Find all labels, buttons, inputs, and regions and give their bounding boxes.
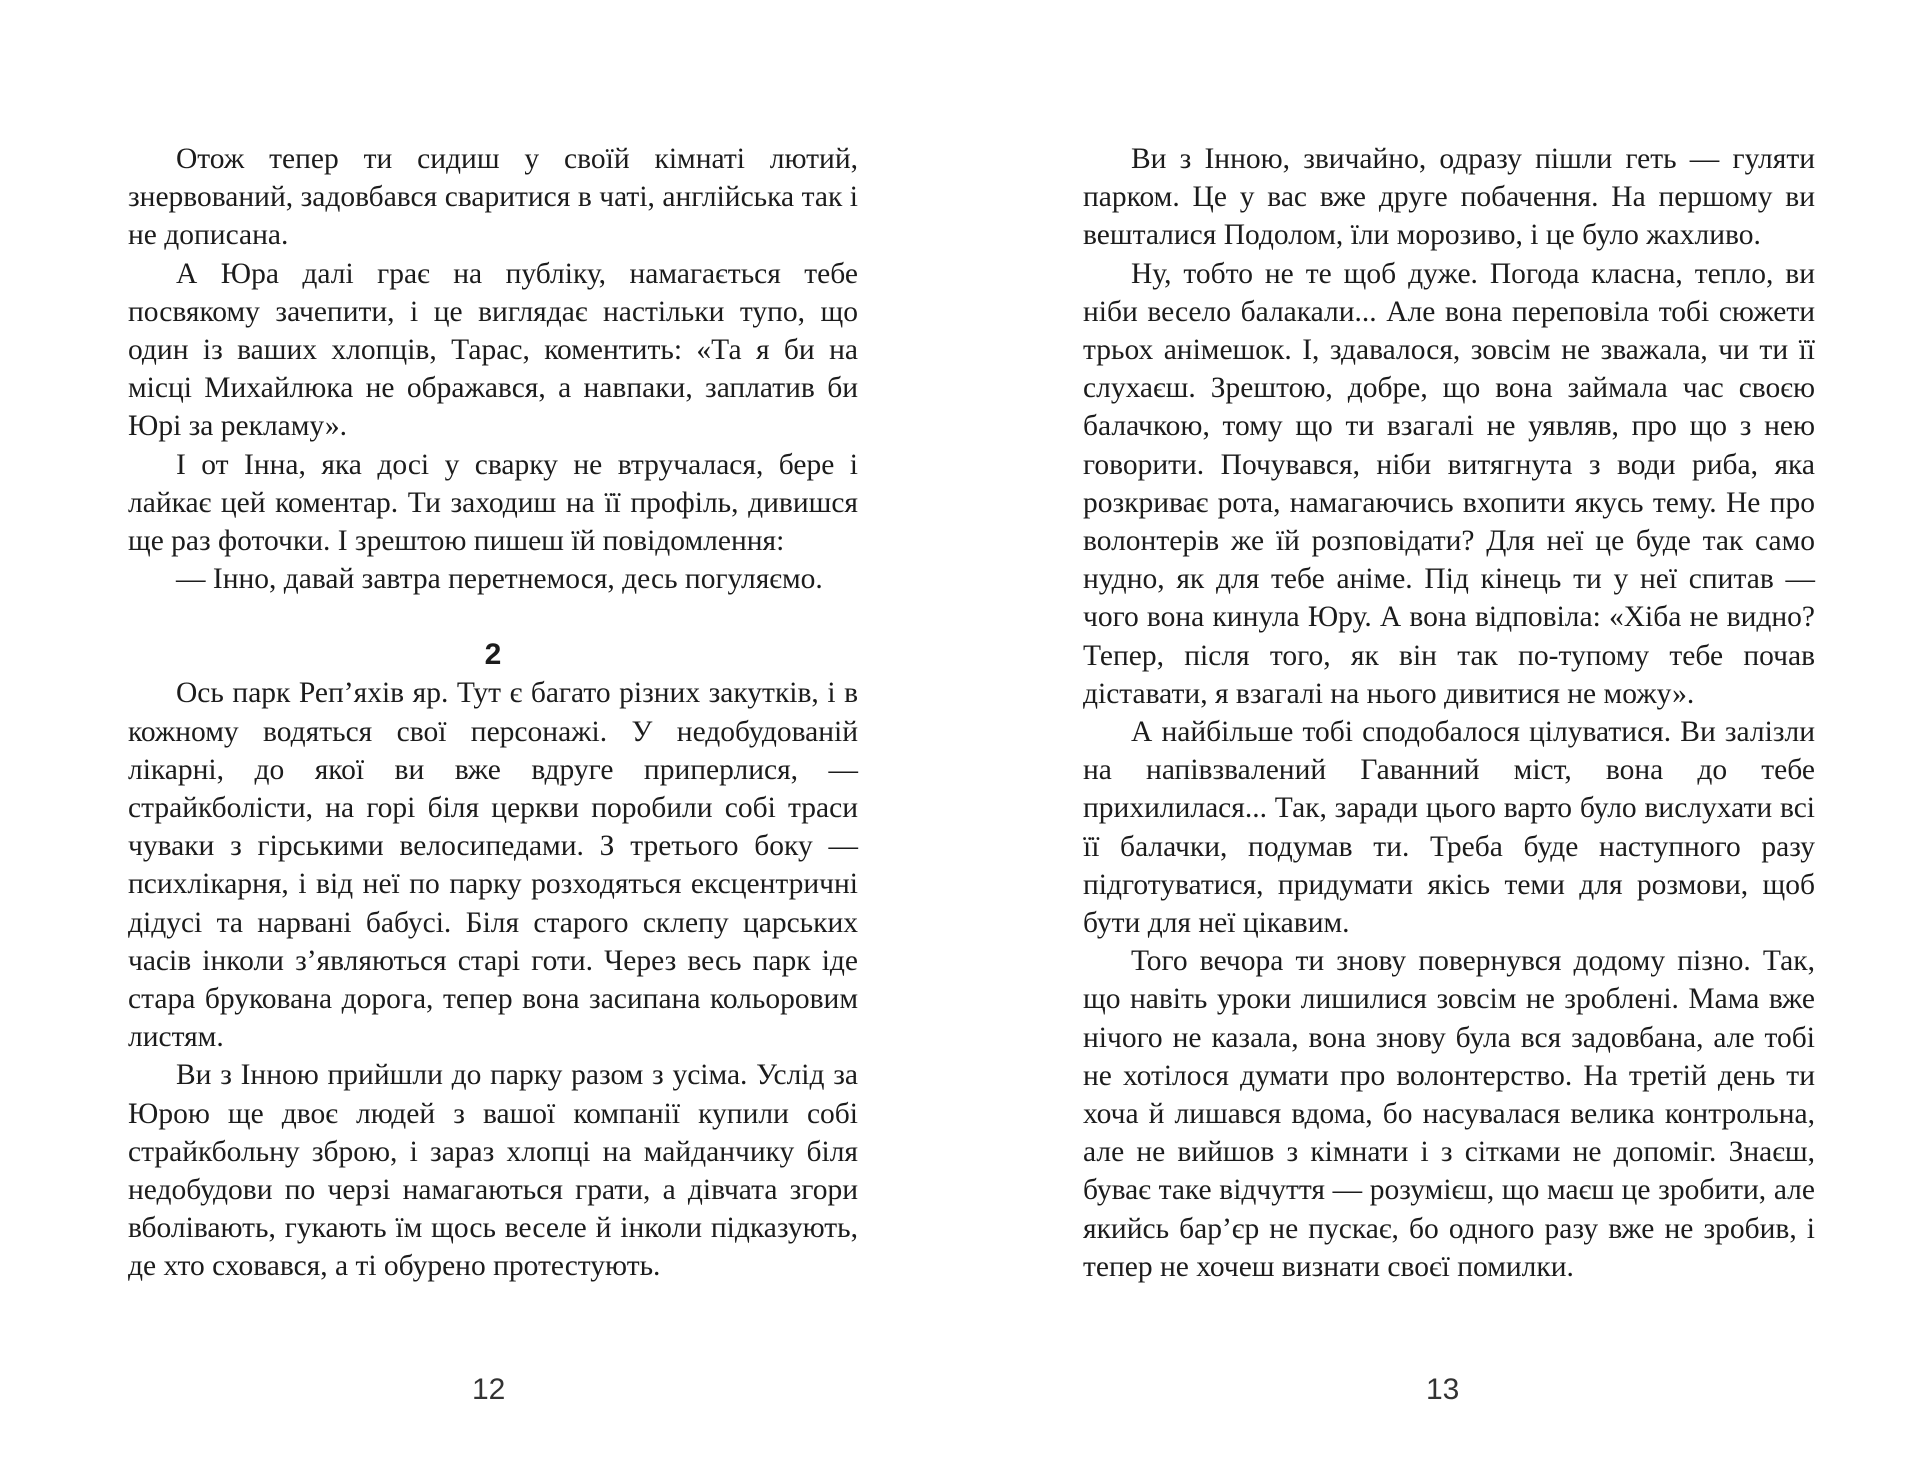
- paragraph: А Юра далі грає на публіку, намагається тебе посвякому зачепити, і це виглядає настільки тупо, що один із ваших хлопців, Тарас, коментить: «Та я би на місці Михайлюка не ображався, а навпаки, заплатив би Юрі за рекламу».: [128, 257, 858, 443]
- page-number-right: 13: [1426, 1373, 1460, 1406]
- right-page-text: [1083, 140, 1815, 1286]
- paragraph: Ви з Інною прийшли до парку разом з усіма. Услід за Юрою ще двоє людей з вашої компанії купили собі страйкбольну зброю, і зараз хлопці на майданчику біля недобудови по черзі намагаються грати, а дівчата згори вболівають, гукають їм щось веселе й інколи підказують, де хто сховався, а ті обурено протестують.: [128, 1059, 858, 1283]
- chapter-heading: 2: [484, 638, 502, 672]
- paragraph: Того вечора ти знову повернувся додому пізно. Так, що навіть уроки лишилися зовсім не зроблені. Мама вже нічого не казала, вона знову була вся задовбана, але тобі не хотілося думати про волонтерство. На третій день ти хоча й лишався вдома, бо насувалася велика контрольна, але не вийшов з кімнати і з сітками не допоміг. Знаєш, буває таке відчуття — розумієш, що маєш це зробити, але якийсь бар’єр не пускає, бо одного разу вже не зробив, і тепер не хочеш визнати своєї помилки.: [1083, 945, 1815, 1283]
- paragraph: Ви з Інною, звичайно, одразу пішли геть — гуляти парком. Це у вас вже друге побачення. На першому ви вешталися Подолом, їли морозиво, і це було жахливо.: [1083, 143, 1815, 252]
- paragraph: І от Інна, яка досі у сварку не втручалася, бере і лайкає цей коментар. Ти заходиш на її профіль, дивишся ще раз фоточки. І зрештою пишеш їй повідомлення:: [128, 448, 858, 558]
- left-page-text: [128, 140, 858, 1286]
- paragraph: Ну, тобто не те щоб дуже. Погода класна, тепло, ви ніби весело балакали... Але вона переповіла тобі сюжети трьох анімешок. І, здавалося, зовсім не зважала, чи ти її слухаєш. Зрештою, добре, що вона займала час своєю балачкою, тому що ти взагалі не уявляв, про що з нею говорити. Почувався, ніби витягнута з води риба, яка розкриває рота, намагаючись вхопити якусь тему. Не про волонтерів же їй розповідати? Для неї це буде так само нудно, як для тебе аніме. Під кінець ти у неї спитав — чого вона кинула Юру. А вона відповіла: «Хіба не видно? Тепер, після того, як він так по-тупому тебе почав діставати, я взагалі на нього дивитися не можу».: [1083, 257, 1815, 710]
- page-number-left: 12: [472, 1373, 506, 1406]
- paragraph: Ось парк Реп’яхів яр. Тут є багато різних закутків, і в кожному водяться свої персонажі. У недобудованій лікарні, до якої ви вже вдруге приперлися, — страйкболісти, на горі біля церкви поробили собі траси чуваки з гірськими велосипедами. З третього боку — психлікарня, і від неї по парку розходяться ексцентричні дідусі та нарвані бабусі. Біля старого склепу царських часів інколи з’являються старі готи. Через весь парк іде стара брукована дорога, тепер вона засипана кольоровим листям.: [128, 677, 858, 1054]
- paragraph: Отож тепер ти сидиш у своїй кімнаті лютий, знервований, задовбався сваритися в чаті, англійська так і не дописана.: [128, 143, 858, 252]
- paragraph: — Інно, давай завтра перетнемося, десь погуляємо.: [176, 563, 823, 596]
- paragraph: А найбільше тобі сподобалося цілуватися. Ви залізли на напівзвалений Гаванний міст, вона до тебе прихилилася... Так, заради цього варто було вислухати всі її балачки, подумав ти. Треба буде наступного разу підготуватися, придумати якісь теми для розмови, щоб бути для неї цікавим.: [1083, 716, 1815, 940]
- right-page: [960, 0, 1920, 1477]
